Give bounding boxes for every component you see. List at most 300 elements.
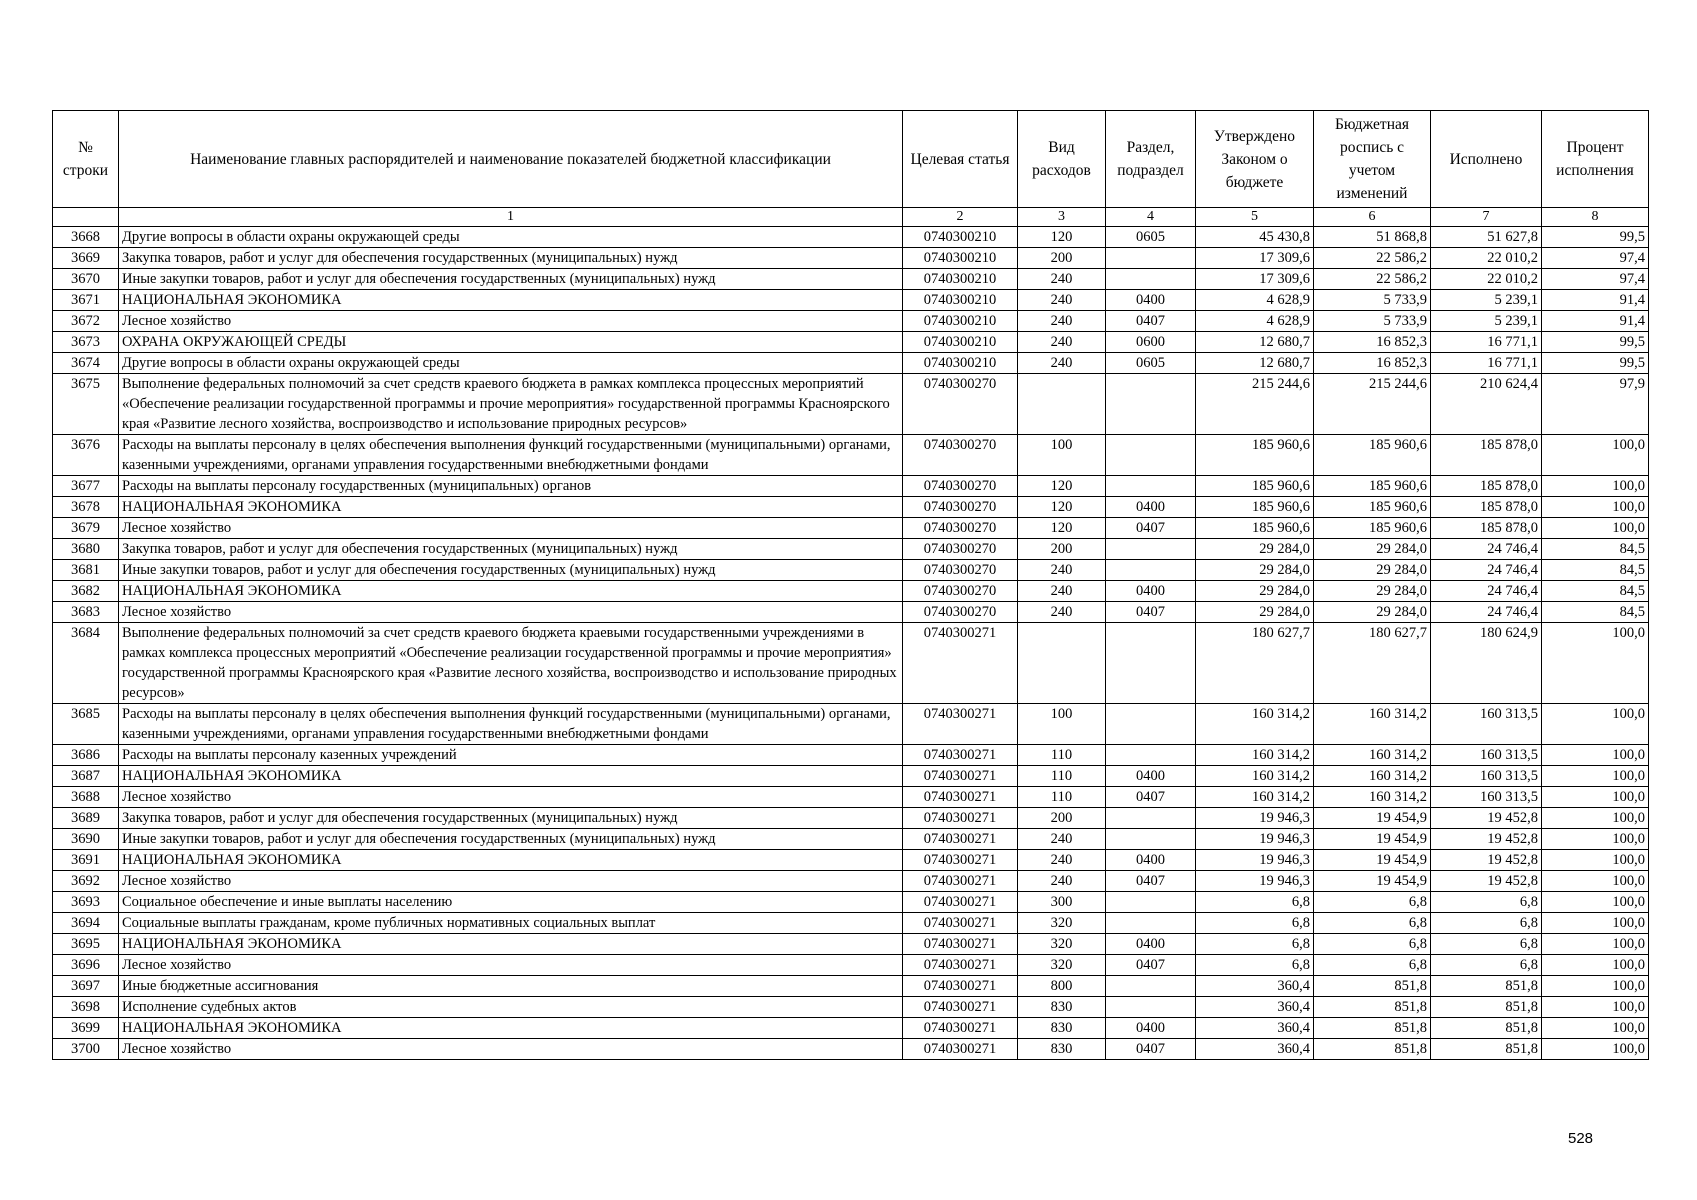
expense-type: 240 [1018,581,1106,602]
table-row [53,311,1649,332]
expense-type: 120 [1018,497,1106,518]
row-name: НАЦИОНАЛЬНАЯ ЭКОНОМИКА [119,934,903,955]
budget-schedule-amount: 185 960,6 [1314,435,1431,476]
executed-amount: 5 239,1 [1431,311,1542,332]
row-name: Лесное хозяйство [119,1039,903,1060]
approved-amount: 160 314,2 [1196,766,1314,787]
expense-type: 120 [1018,476,1106,497]
expense-type: 830 [1018,1039,1106,1060]
row-number: 3699 [53,1018,119,1039]
section-code: 0605 [1106,227,1196,248]
table-row [53,745,1649,766]
budget-schedule-amount: 6,8 [1314,934,1431,955]
executed-amount: 24 746,4 [1431,602,1542,623]
executed-amount: 6,8 [1431,955,1542,976]
execution-percent: 84,5 [1542,602,1649,623]
row-name: Иные закупки товаров, работ и услуг для обеспечения государственных (муниципальных) нужд [119,269,903,290]
table-row [53,290,1649,311]
executed-amount: 19 452,8 [1431,850,1542,871]
expense-type: 240 [1018,332,1106,353]
row-number: 3697 [53,976,119,997]
execution-percent: 84,5 [1542,560,1649,581]
table-row [53,602,1649,623]
section-code: 0400 [1106,1018,1196,1039]
target-article: 0740300271 [903,808,1018,829]
column-number: 6 [1314,208,1431,227]
expense-type: 240 [1018,850,1106,871]
table-row [53,829,1649,850]
table-row [53,476,1649,497]
header-approved: Утверждено Законом о бюджете [1196,111,1314,208]
approved-amount: 215 244,6 [1196,374,1314,435]
execution-percent: 100,0 [1542,435,1649,476]
approved-amount: 45 430,8 [1196,227,1314,248]
executed-amount: 185 878,0 [1431,476,1542,497]
execution-percent: 100,0 [1542,808,1649,829]
section-code: 0407 [1106,1039,1196,1060]
table-row [53,1039,1649,1060]
approved-amount: 17 309,6 [1196,248,1314,269]
approved-amount: 360,4 [1196,1018,1314,1039]
table-row [53,997,1649,1018]
row-number: 3670 [53,269,119,290]
execution-percent: 100,0 [1542,623,1649,704]
table-row [53,934,1649,955]
execution-percent: 100,0 [1542,955,1649,976]
executed-amount: 24 746,4 [1431,560,1542,581]
section-code: 0407 [1106,311,1196,332]
expense-type: 100 [1018,435,1106,476]
execution-percent: 100,0 [1542,997,1649,1018]
budget-schedule-amount: 22 586,2 [1314,269,1431,290]
target-article: 0740300210 [903,311,1018,332]
executed-amount: 851,8 [1431,1039,1542,1060]
expense-type: 800 [1018,976,1106,997]
column-number: 4 [1106,208,1196,227]
approved-amount: 185 960,6 [1196,435,1314,476]
row-number: 3672 [53,311,119,332]
target-article: 0740300270 [903,518,1018,539]
section-code [1106,623,1196,704]
table-header [53,111,1649,227]
table-row [53,539,1649,560]
section-code [1106,913,1196,934]
expense-type: 300 [1018,892,1106,913]
row-number: 3691 [53,850,119,871]
approved-amount: 160 314,2 [1196,704,1314,745]
section-code: 0400 [1106,581,1196,602]
approved-amount: 185 960,6 [1196,518,1314,539]
approved-amount: 12 680,7 [1196,353,1314,374]
row-number: 3690 [53,829,119,850]
approved-amount: 4 628,9 [1196,290,1314,311]
row-number: 3684 [53,623,119,704]
approved-amount: 160 314,2 [1196,745,1314,766]
execution-percent: 100,0 [1542,976,1649,997]
target-article: 0740300271 [903,623,1018,704]
approved-amount: 185 960,6 [1196,476,1314,497]
row-number: 3689 [53,808,119,829]
executed-amount: 6,8 [1431,913,1542,934]
expense-type: 240 [1018,560,1106,581]
table-row [53,871,1649,892]
table-row [53,227,1649,248]
row-name: ОХРАНА ОКРУЖАЮЩЕЙ СРЕДЫ [119,332,903,353]
row-name: НАЦИОНАЛЬНАЯ ЭКОНОМИКА [119,290,903,311]
table-row [53,955,1649,976]
section-code [1106,248,1196,269]
row-number: 3674 [53,353,119,374]
budget-schedule-amount: 19 454,9 [1314,850,1431,871]
header-percent: Процент исполнения [1542,111,1649,208]
budget-schedule-amount: 5 733,9 [1314,311,1431,332]
target-article: 0740300270 [903,476,1018,497]
executed-amount: 160 313,5 [1431,704,1542,745]
budget-schedule-amount: 160 314,2 [1314,745,1431,766]
section-code [1106,476,1196,497]
row-number: 3677 [53,476,119,497]
target-article: 0740300271 [903,850,1018,871]
target-article: 0740300270 [903,497,1018,518]
row-name: НАЦИОНАЛЬНАЯ ЭКОНОМИКА [119,766,903,787]
budget-schedule-amount: 6,8 [1314,892,1431,913]
row-name: НАЦИОНАЛЬНАЯ ЭКОНОМИКА [119,581,903,602]
header-executed: Исполнено [1431,111,1542,208]
target-article: 0740300271 [903,997,1018,1018]
executed-amount: 160 313,5 [1431,745,1542,766]
column-number [53,208,119,227]
table-row [53,248,1649,269]
expense-type: 240 [1018,353,1106,374]
expense-type: 110 [1018,787,1106,808]
budget-schedule-amount: 851,8 [1314,1018,1431,1039]
row-number: 3673 [53,332,119,353]
budget-schedule-amount: 215 244,6 [1314,374,1431,435]
section-code: 0407 [1106,602,1196,623]
executed-amount: 210 624,4 [1431,374,1542,435]
budget-schedule-amount: 29 284,0 [1314,581,1431,602]
budget-schedule-amount: 160 314,2 [1314,787,1431,808]
approved-amount: 19 946,3 [1196,808,1314,829]
row-name: Выполнение федеральных полномочий за счет средств краевого бюджета краевыми государственными учреждениями в рамках комплекса процессных мероприятий «Обеспечение реализации государственной программы и прочие мероприятия» государственной программы Красноярского края «Развитие лесного хозяйства, воспроизводство и использование природных ресурсов» [119,623,903,704]
row-number: 3700 [53,1039,119,1060]
executed-amount: 5 239,1 [1431,290,1542,311]
row-number: 3679 [53,518,119,539]
budget-schedule-amount: 6,8 [1314,955,1431,976]
section-code [1106,976,1196,997]
header-target-article: Целевая статья [903,111,1018,208]
header-row [53,111,1649,208]
expense-type: 200 [1018,808,1106,829]
target-article: 0740300270 [903,602,1018,623]
column-number: 5 [1196,208,1314,227]
table-row [53,374,1649,435]
row-number: 3682 [53,581,119,602]
expense-type: 110 [1018,745,1106,766]
budget-schedule-amount: 29 284,0 [1314,539,1431,560]
target-article: 0740300210 [903,353,1018,374]
section-code: 0407 [1106,787,1196,808]
column-number-row [53,208,1649,227]
section-code: 0400 [1106,850,1196,871]
budget-schedule-amount: 16 852,3 [1314,332,1431,353]
expense-type: 110 [1018,766,1106,787]
page-number: 528 [1568,1130,1594,1147]
budget-schedule-amount: 19 454,9 [1314,808,1431,829]
section-code: 0400 [1106,934,1196,955]
executed-amount: 24 746,4 [1431,581,1542,602]
row-number: 3688 [53,787,119,808]
row-number: 3695 [53,934,119,955]
approved-amount: 185 960,6 [1196,497,1314,518]
column-number: 8 [1542,208,1649,227]
executed-amount: 6,8 [1431,892,1542,913]
expense-type: 830 [1018,1018,1106,1039]
row-number: 3694 [53,913,119,934]
target-article: 0740300210 [903,248,1018,269]
row-number: 3669 [53,248,119,269]
row-number: 3683 [53,602,119,623]
table-row [53,850,1649,871]
table-row [53,497,1649,518]
section-code [1106,704,1196,745]
execution-percent: 100,0 [1542,766,1649,787]
table-row [53,269,1649,290]
budget-schedule-amount: 29 284,0 [1314,560,1431,581]
row-number: 3668 [53,227,119,248]
expense-type: 240 [1018,290,1106,311]
budget-schedule-amount: 6,8 [1314,913,1431,934]
approved-amount: 360,4 [1196,976,1314,997]
section-code: 0407 [1106,871,1196,892]
budget-schedule-amount: 16 852,3 [1314,353,1431,374]
row-number: 3692 [53,871,119,892]
approved-amount: 360,4 [1196,997,1314,1018]
execution-percent: 97,9 [1542,374,1649,435]
row-name: Лесное хозяйство [119,518,903,539]
target-article: 0740300271 [903,787,1018,808]
row-name: Социальные выплаты гражданам, кроме публичных нормативных социальных выплат [119,913,903,934]
target-article: 0740300271 [903,1018,1018,1039]
execution-percent: 84,5 [1542,581,1649,602]
header-expense-type: Вид расходов [1018,111,1106,208]
budget-table [52,110,1649,1060]
executed-amount: 6,8 [1431,934,1542,955]
row-name: НАЦИОНАЛЬНАЯ ЭКОНОМИКА [119,1018,903,1039]
budget-schedule-amount: 851,8 [1314,997,1431,1018]
row-name: Иные закупки товаров, работ и услуг для обеспечения государственных (муниципальных) нужд [119,829,903,850]
execution-percent: 100,0 [1542,892,1649,913]
execution-percent: 100,0 [1542,829,1649,850]
expense-type: 100 [1018,704,1106,745]
approved-amount: 12 680,7 [1196,332,1314,353]
section-code [1106,374,1196,435]
row-name: Другие вопросы в области охраны окружающей среды [119,227,903,248]
executed-amount: 22 010,2 [1431,248,1542,269]
expense-type: 120 [1018,227,1106,248]
column-number: 3 [1018,208,1106,227]
target-article: 0740300271 [903,871,1018,892]
execution-percent: 100,0 [1542,704,1649,745]
row-name: Закупка товаров, работ и услуг для обеспечения государственных (муниципальных) нужд [119,248,903,269]
table-row [53,892,1649,913]
row-name: Иные бюджетные ассигнования [119,976,903,997]
expense-type: 200 [1018,248,1106,269]
executed-amount: 24 746,4 [1431,539,1542,560]
approved-amount: 29 284,0 [1196,539,1314,560]
section-code [1106,808,1196,829]
expense-type: 240 [1018,269,1106,290]
row-name: Социальное обеспечение и иные выплаты населению [119,892,903,913]
table-row [53,623,1649,704]
table-row [53,1018,1649,1039]
execution-percent: 100,0 [1542,787,1649,808]
budget-schedule-amount: 185 960,6 [1314,518,1431,539]
section-code: 0600 [1106,332,1196,353]
row-name: НАЦИОНАЛЬНАЯ ЭКОНОМИКА [119,850,903,871]
section-code: 0400 [1106,766,1196,787]
budget-schedule-amount: 29 284,0 [1314,602,1431,623]
section-code [1106,435,1196,476]
budget-schedule-amount: 851,8 [1314,976,1431,997]
expense-type: 120 [1018,518,1106,539]
section-code [1106,745,1196,766]
table-row [53,332,1649,353]
row-name: Лесное хозяйство [119,787,903,808]
execution-percent: 100,0 [1542,850,1649,871]
section-code: 0407 [1106,518,1196,539]
row-name: Расходы на выплаты персоналу казенных учреждений [119,745,903,766]
executed-amount: 19 452,8 [1431,829,1542,850]
row-name: Расходы на выплаты персоналу в целях обеспечения выполнения функций государственными (муниципальными) органами, казенными учреждениями, органами управления государственными внебюджетными фондами [119,435,903,476]
execution-percent: 100,0 [1542,518,1649,539]
approved-amount: 17 309,6 [1196,269,1314,290]
column-number: 2 [903,208,1018,227]
expense-type: 200 [1018,539,1106,560]
executed-amount: 19 452,8 [1431,808,1542,829]
row-name: Лесное хозяйство [119,955,903,976]
row-name: Лесное хозяйство [119,602,903,623]
execution-percent: 100,0 [1542,476,1649,497]
row-number: 3680 [53,539,119,560]
approved-amount: 180 627,7 [1196,623,1314,704]
executed-amount: 851,8 [1431,976,1542,997]
approved-amount: 29 284,0 [1196,602,1314,623]
target-article: 0740300210 [903,227,1018,248]
execution-percent: 91,4 [1542,311,1649,332]
execution-percent: 91,4 [1542,290,1649,311]
budget-schedule-amount: 160 314,2 [1314,766,1431,787]
table-body [53,227,1649,1060]
row-number: 3676 [53,435,119,476]
row-name: Иные закупки товаров, работ и услуг для обеспечения государственных (муниципальных) нужд [119,560,903,581]
executed-amount: 185 878,0 [1431,518,1542,539]
expense-type: 240 [1018,829,1106,850]
section-code [1106,892,1196,913]
approved-amount: 6,8 [1196,934,1314,955]
executed-amount: 851,8 [1431,1018,1542,1039]
executed-amount: 22 010,2 [1431,269,1542,290]
target-article: 0740300271 [903,955,1018,976]
table-row [53,913,1649,934]
section-code [1106,539,1196,560]
table-row [53,766,1649,787]
executed-amount: 185 878,0 [1431,497,1542,518]
expense-type: 320 [1018,955,1106,976]
row-name: Лесное хозяйство [119,311,903,332]
row-name: НАЦИОНАЛЬНАЯ ЭКОНОМИКА [119,497,903,518]
target-article: 0740300270 [903,374,1018,435]
expense-type: 830 [1018,997,1106,1018]
execution-percent: 99,5 [1542,332,1649,353]
target-article: 0740300271 [903,913,1018,934]
execution-percent: 100,0 [1542,913,1649,934]
budget-schedule-amount: 185 960,6 [1314,476,1431,497]
row-name: Расходы на выплаты персоналу в целях обеспечения выполнения функций государственными (муниципальными) органами, казенными учреждениями, органами управления государственными внебюджетными фондами [119,704,903,745]
section-code [1106,829,1196,850]
row-name: Выполнение федеральных полномочий за счет средств краевого бюджета в рамках комплекса процессных мероприятий «Обеспечение реализации государственной программы и прочие мероприятия» государственной программы Красноярского края «Развитие лесного хозяйства, воспроизводство и использование природных ресурсов» [119,374,903,435]
row-name: Другие вопросы в области охраны окружающей среды [119,353,903,374]
expense-type [1018,374,1106,435]
table-row [53,353,1649,374]
expense-type: 240 [1018,311,1106,332]
row-number: 3671 [53,290,119,311]
section-code: 0400 [1106,290,1196,311]
target-article: 0740300270 [903,539,1018,560]
row-number: 3693 [53,892,119,913]
column-number: 7 [1431,208,1542,227]
target-article: 0740300271 [903,976,1018,997]
execution-percent: 99,5 [1542,227,1649,248]
executed-amount: 185 878,0 [1431,435,1542,476]
row-number: 3681 [53,560,119,581]
section-code [1106,269,1196,290]
target-article: 0740300271 [903,704,1018,745]
target-article: 0740300271 [903,766,1018,787]
budget-schedule-amount: 22 586,2 [1314,248,1431,269]
execution-percent: 100,0 [1542,745,1649,766]
row-number: 3686 [53,745,119,766]
budget-schedule-amount: 19 454,9 [1314,871,1431,892]
execution-percent: 100,0 [1542,497,1649,518]
budget-schedule-amount: 851,8 [1314,1039,1431,1060]
approved-amount: 4 628,9 [1196,311,1314,332]
expense-type: 320 [1018,934,1106,955]
table-row [53,518,1649,539]
target-article: 0740300270 [903,581,1018,602]
row-name: Закупка товаров, работ и услуг для обеспечения государственных (муниципальных) нужд [119,539,903,560]
header-name: Наименование главных распорядителей и наименование показателей бюджетной классификации [119,111,903,208]
row-number: 3675 [53,374,119,435]
budget-schedule-amount: 5 733,9 [1314,290,1431,311]
row-name: Исполнение судебных актов [119,997,903,1018]
header-section: Раздел, подраздел [1106,111,1196,208]
execution-percent: 100,0 [1542,934,1649,955]
row-number: 3685 [53,704,119,745]
target-article: 0740300270 [903,435,1018,476]
header-row-number: № строки [53,111,119,208]
executed-amount: 19 452,8 [1431,871,1542,892]
approved-amount: 6,8 [1196,892,1314,913]
row-number: 3678 [53,497,119,518]
expense-type: 320 [1018,913,1106,934]
target-article: 0740300210 [903,290,1018,311]
section-code: 0400 [1106,497,1196,518]
target-article: 0740300270 [903,560,1018,581]
execution-percent: 100,0 [1542,1039,1649,1060]
execution-percent: 100,0 [1542,871,1649,892]
approved-amount: 19 946,3 [1196,871,1314,892]
